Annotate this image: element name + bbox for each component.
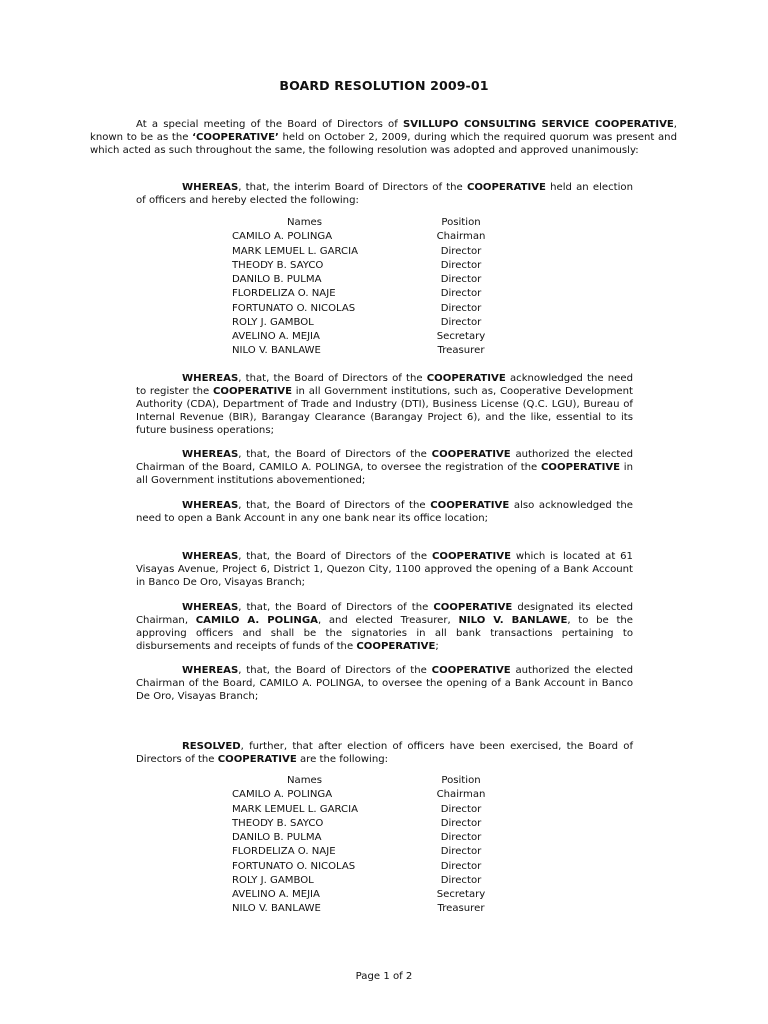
whereas-paragraph-3: WHEREAS, that, the Board of Directors of the COOPERATIVE authorized the elected Chairman of the Board, CAMILO A. POLINGA, to oversee the registration of the COOPERATIVE in all Government institutions abovementioned; bbox=[136, 449, 633, 486]
table-header bbox=[232, 774, 522, 788]
table-row: FORTUNATO O. NICOLAS Director bbox=[232, 860, 482, 872]
officers-table-2 bbox=[232, 774, 522, 917]
whereas-paragraph-5: WHEREAS, that, the Board of Directors of the COOPERATIVE which is located at 61 Visayas Avenue, Project 6, District 1, Quezon City, 1100 approved the opening of a Bank Account in Banco De Oro, Visayas Branch; bbox=[136, 551, 633, 588]
page-number: Page 1 of 2 bbox=[355, 971, 413, 982]
table-row: DANILO B. PULMA Director bbox=[232, 832, 482, 843]
document-title: BOARD RESOLUTION 2009-01 bbox=[279, 78, 489, 93]
resolved-paragraph: RESOLVED, further, that after election of officers have been exercised, the Board of Directors of the COOPERATIVE are the following: bbox=[136, 741, 633, 765]
names-header: Names bbox=[286, 217, 323, 228]
table-row: AVELINO A. MEJIA Secretary bbox=[232, 889, 486, 900]
table-row: FLORDELIZA O. NAJE Director bbox=[232, 288, 482, 300]
table-row: MARK LEMUEL L. GARCIA Director bbox=[232, 803, 482, 815]
table-row: THEODY B. SAYCO Director bbox=[232, 259, 482, 271]
whereas-paragraph-4: WHEREAS, that, the Board of Directors of the COOPERATIVE also acknowledged the need to open a Bank Account in any one bank near its office location; bbox=[136, 500, 633, 524]
table-row: CAMILO A. POLINGA Chairman bbox=[232, 231, 486, 243]
table-row: THEODY B. SAYCO Director bbox=[232, 817, 482, 829]
table-header bbox=[232, 216, 522, 230]
table-row: ROLY J. GAMBOL Director bbox=[232, 874, 482, 886]
table-row: MARK LEMUEL L. GARCIA Director bbox=[232, 245, 482, 257]
intro-paragraph: At a special meeting of the Board of Directors of SVILLUPO CONSULTING SERVICE COOPERATIVE, known to be as the ‘COOPERATIVE’ held on October 2, 2009, during which the required quorum was present and which acted as such throughout the same, the following resolution was adopted and approved unanimously: bbox=[90, 119, 677, 156]
table-row: CAMILO A. POLINGA Chairman bbox=[232, 789, 486, 801]
whereas-paragraph-2: WHEREAS, that, the Board of Directors of the COOPERATIVE acknowledged the need to register the COOPERATIVE in all Government institutions, such as, Cooperative Development Authority (CDA), Department of Trade and Industry (DTI), Business License (Q.C. LGU), Bureau of Internal Revenue (BIR), Barangay Clearance (Barangay Project 6), and the like, essential to its future business operations; bbox=[136, 373, 633, 436]
table-row: AVELINO A. MEJIA Secretary bbox=[232, 331, 486, 342]
table-row: NILO V. BANLAWE Treasurer bbox=[232, 903, 485, 915]
whereas-paragraph-7: WHEREAS, that, the Board of Directors of the COOPERATIVE authorized the elected Chairman of the Board, CAMILO A. POLINGA, to oversee the opening of a Bank Account in Banco De Oro, Visayas Branch; bbox=[136, 665, 633, 702]
whereas-paragraph-1: WHEREAS, that, the interim Board of Directors of the COOPERATIVE held an election of officers and hereby elected the following: bbox=[136, 182, 633, 206]
officers-table-1 bbox=[232, 216, 522, 359]
whereas-paragraph-6: WHEREAS, that, the Board of Directors of the COOPERATIVE designated its elected Chairman, CAMILO A. POLINGA, and elected Treasurer, NILO V. BANLAWE, to be the approving officers and shall be the signatories in all bank transactions pertaining to disbursements and receipts of funds of the COOPERATIVE; bbox=[136, 602, 634, 652]
table-row: FORTUNATO O. NICOLAS Director bbox=[232, 302, 482, 314]
table-row: FLORDELIZA O. NAJE Director bbox=[232, 846, 482, 858]
table-row: NILO V. BANLAWE Treasurer bbox=[232, 345, 485, 357]
table-row: DANILO B. PULMA Director bbox=[232, 274, 482, 285]
position-header: Position bbox=[441, 775, 481, 786]
position-header: Position bbox=[441, 217, 481, 228]
table-row: ROLY J. GAMBOL Director bbox=[232, 316, 482, 328]
names-header: Names bbox=[286, 775, 323, 786]
